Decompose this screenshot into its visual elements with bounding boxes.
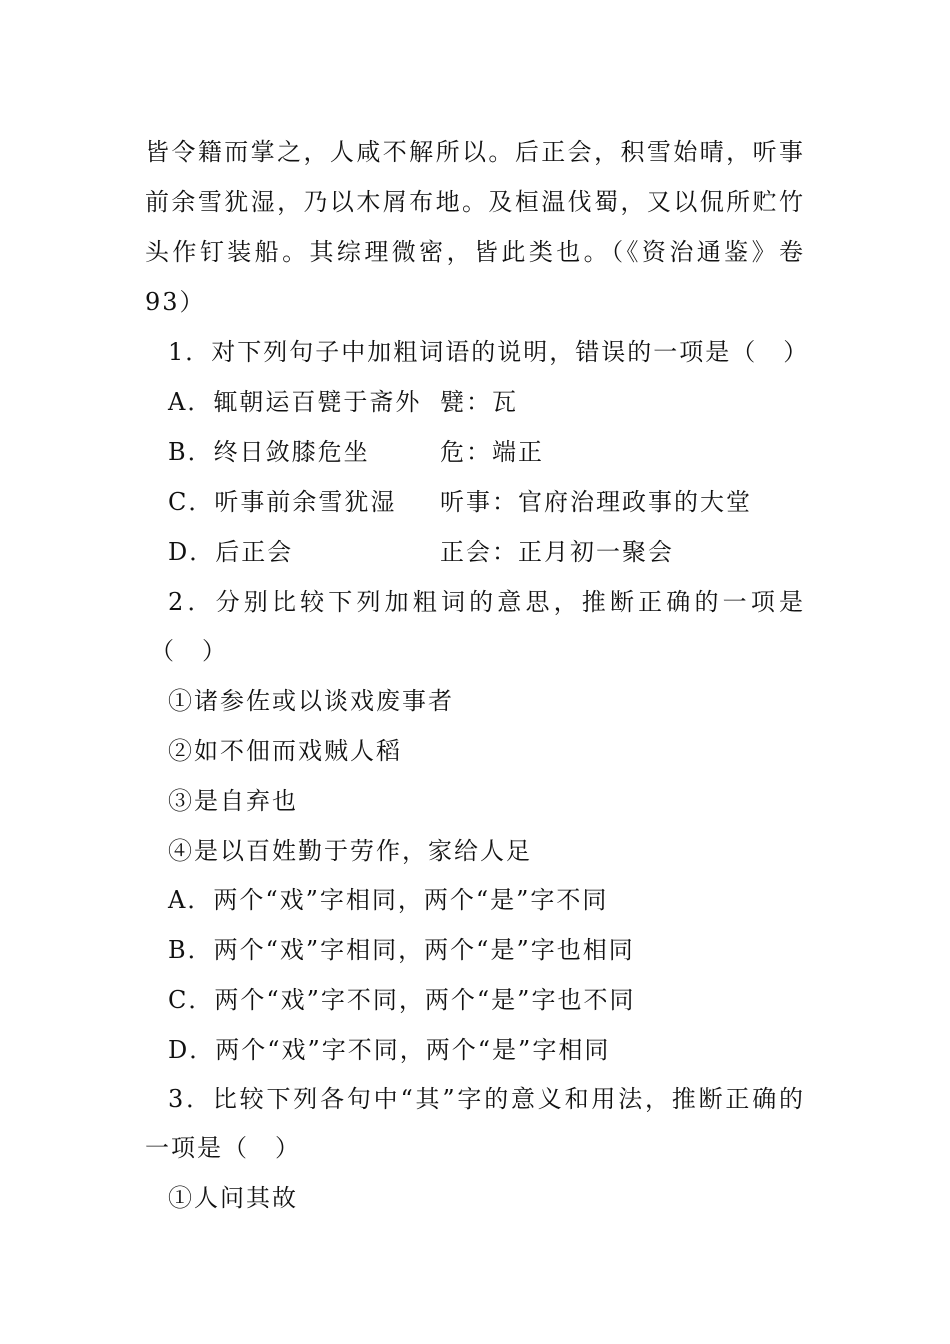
passage-line: 前余雪犹湿，乃以木屑布地。及桓温伐蜀，又以侃所贮竹 [145,188,805,216]
q1-option-d-note: 正会：正月初一聚会 [440,538,674,566]
q2-item: ①诸参佐或以谈戏废事者 [168,687,454,715]
q2-item: ③是自弃也 [168,787,298,815]
q2-option-d: D．两个“戏”字不同，两个“是”字相同 [168,1036,611,1064]
q2-option-c: C．两个“戏”字不同，两个“是”字也不同 [168,986,636,1014]
q2-option-b: B．两个“戏”字相同，两个“是”字也相同 [168,936,635,964]
question-1-stem: 1．对下列句子中加粗词语的说明，错误的一项是（ ） [168,338,810,366]
passage-line: 皆令籍而掌之，人咸不解所以。后正会，积雪始晴，听事 [145,138,805,166]
q1-option-b-note: 危：端正 [440,438,544,466]
passage-line: 头作钉装船。其综理微密，皆此类也。（《资治通鉴》卷 [145,238,805,266]
q1-option-d: D．后正会 [168,538,294,566]
q1-option-b: B．终日敛膝危坐 [168,438,370,466]
q2-item: ②如不佃而戏贼人稻 [168,737,402,765]
question-3-stem: 3．比较下列各句中“其”字的意义和用法，推断正确的 [168,1085,805,1113]
question-2-stem: 2．分别比较下列加粗词的意思，推断正确的一项是 [168,588,805,616]
q1-option-c: C．听事前余雪犹湿 [168,488,397,516]
q1-option-a: A．辄朝运百甓于斋外 [168,388,422,416]
q3-item: ①人问其故 [168,1184,298,1212]
question-2-stem-cont: （ ） [150,637,228,665]
q1-option-a-note: 甓：瓦 [440,388,518,416]
q2-item: ④是以百姓勤于劳作，家给人足 [168,837,532,865]
q2-option-a: A．两个“戏”字相同，两个“是”字不同 [168,886,609,914]
passage-line: 93） [145,288,206,316]
q1-option-c-note: 听事：官府治理政事的大堂 [440,488,752,516]
question-3-stem-cont: 一项是（ ） [145,1134,301,1162]
